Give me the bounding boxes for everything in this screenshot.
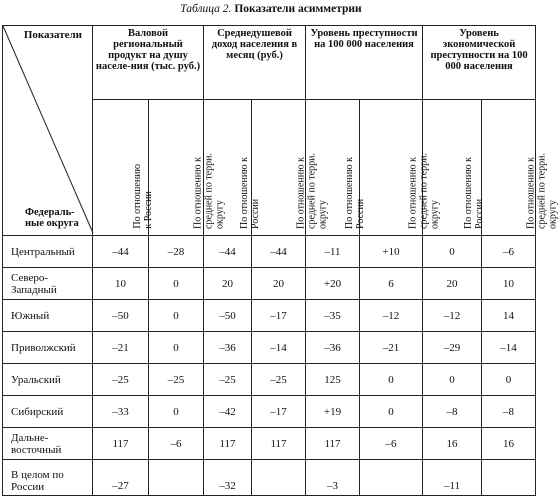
subheader-cell [93, 100, 154, 236]
table-cell: 0 [482, 364, 536, 396]
table-cell: 10 [482, 268, 536, 300]
table-cell: 0 [149, 332, 204, 364]
table-cell: –11 [306, 236, 360, 268]
table-cell: 117 [252, 428, 306, 460]
subheader-text: По отношению к России [343, 157, 366, 229]
table-cell: –44 [93, 236, 149, 268]
group-header-economic-crime: Уровень экономической преступности на 100 000 населения [423, 26, 536, 100]
table-cell-empty [252, 460, 306, 496]
table-cell: –35 [306, 300, 360, 332]
table-cell: 20 [252, 268, 306, 300]
table-row [3, 396, 536, 428]
group-header-grp: Валовой региональный продукт на душу населе-ния (тыс. руб.) [93, 26, 204, 100]
table-cell: –42 [204, 396, 252, 428]
table-row-total [3, 460, 536, 496]
table-cell: –8 [482, 396, 536, 428]
subheader-text: По отношению к России [238, 157, 261, 229]
table-cell: –17 [252, 300, 306, 332]
table-cell: 0 [360, 396, 423, 428]
header-corner [3, 26, 93, 236]
table-cell: –3 [306, 460, 360, 496]
table-cell: –6 [482, 236, 536, 268]
row-label: Южный [3, 300, 93, 332]
table-cell: 0 [149, 300, 204, 332]
table-cell: 14 [482, 300, 536, 332]
table-cell: –6 [360, 428, 423, 460]
table-cell: –11 [423, 460, 482, 496]
table-cell: 117 [204, 428, 252, 460]
table-caption [0, 3, 542, 15]
table-cell: –25 [252, 364, 306, 396]
table-cell: –33 [93, 396, 149, 428]
subheader-cell [306, 100, 366, 236]
subheader-text: По отношению к средней по терри. округу [295, 153, 328, 229]
table-cell: 0 [423, 236, 482, 268]
table-cell: –21 [93, 332, 149, 364]
subheader-text: По отношению к средней по терри. округу [525, 153, 558, 229]
subheader-cell [423, 100, 485, 236]
table-row [3, 300, 536, 332]
table-cell: –14 [252, 332, 306, 364]
table-cell: –8 [423, 396, 482, 428]
table-cell-empty [149, 460, 204, 496]
table-cell: –28 [149, 236, 204, 268]
table-cell: 20 [204, 268, 252, 300]
row-label: Сибирский [3, 396, 93, 428]
row-label: Северо- Западный [3, 268, 93, 300]
table-cell: 125 [306, 364, 360, 396]
table-cell: –21 [360, 332, 423, 364]
table-cell: 6 [360, 268, 423, 300]
table-cell: –12 [360, 300, 423, 332]
subheader-text: По отношению к России [131, 164, 154, 229]
table-cell: 0 [360, 364, 423, 396]
table-cell: 20 [423, 268, 482, 300]
table-cell: –25 [204, 364, 252, 396]
table-cell: 16 [482, 428, 536, 460]
table-cell: –25 [93, 364, 149, 396]
table-cell: –12 [423, 300, 482, 332]
total-row-label: В целом по России [3, 460, 93, 496]
subheader-text: По отношению к средней по терри. округу [407, 153, 441, 229]
table-cell: +10 [360, 236, 423, 268]
table-row [3, 428, 536, 460]
caption-prefix: Таблица 2. [180, 3, 232, 15]
row-label: Центральный [3, 236, 93, 268]
table-row [3, 268, 536, 300]
group-header-income: Среднедушевой доход населения в месяц (руб.) [204, 26, 306, 100]
table-cell: 117 [306, 428, 360, 460]
table-row [3, 364, 536, 396]
subheader-cell [149, 100, 226, 236]
caption-title: Показатели асимметрии [234, 3, 362, 15]
table-cell: –27 [93, 460, 149, 496]
corner-top-label: Показатели [23, 29, 82, 41]
table-cell: –36 [204, 332, 252, 364]
table-cell: 16 [423, 428, 482, 460]
table-cell: –44 [252, 236, 306, 268]
subheader-text: По отношению к средней по терри. округу [192, 153, 226, 229]
subheader-text: По отношению к России [463, 157, 485, 229]
subheader-cell [482, 100, 558, 236]
table-cell: 10 [93, 268, 149, 300]
table-row [3, 332, 536, 364]
corner-diagonal [3, 26, 93, 233]
subheader-cell [204, 100, 261, 236]
table-cell: 0 [423, 364, 482, 396]
table-cell: –29 [423, 332, 482, 364]
table-cell: –50 [204, 300, 252, 332]
table-cell: –14 [482, 332, 536, 364]
row-label: Дальне- восточный [3, 428, 93, 460]
table-cell: –50 [93, 300, 149, 332]
table-cell-empty [360, 460, 423, 496]
row-label: Уральский [3, 364, 93, 396]
table-row [3, 236, 536, 268]
subheader-cell [252, 100, 328, 236]
table-cell: –32 [204, 460, 252, 496]
table-cell: –6 [149, 428, 204, 460]
table-cell-empty [482, 460, 536, 496]
corner-bottom-label: Федераль- ные округа [25, 207, 79, 229]
table-cell: 117 [93, 428, 149, 460]
group-header-crime: Уровень преступности на 100 000 населения [306, 26, 423, 100]
table-cell: –36 [306, 332, 360, 364]
table-cell: –25 [149, 364, 204, 396]
asymmetry-table [2, 25, 558, 496]
table-cell: –44 [204, 236, 252, 268]
table-cell: 0 [149, 268, 204, 300]
table-cell: +19 [306, 396, 360, 428]
table-cell: 0 [149, 396, 204, 428]
table-cell: –17 [252, 396, 306, 428]
row-label: Приволжский [3, 332, 93, 364]
table-cell: +20 [306, 268, 360, 300]
subheader-cell [360, 100, 441, 236]
